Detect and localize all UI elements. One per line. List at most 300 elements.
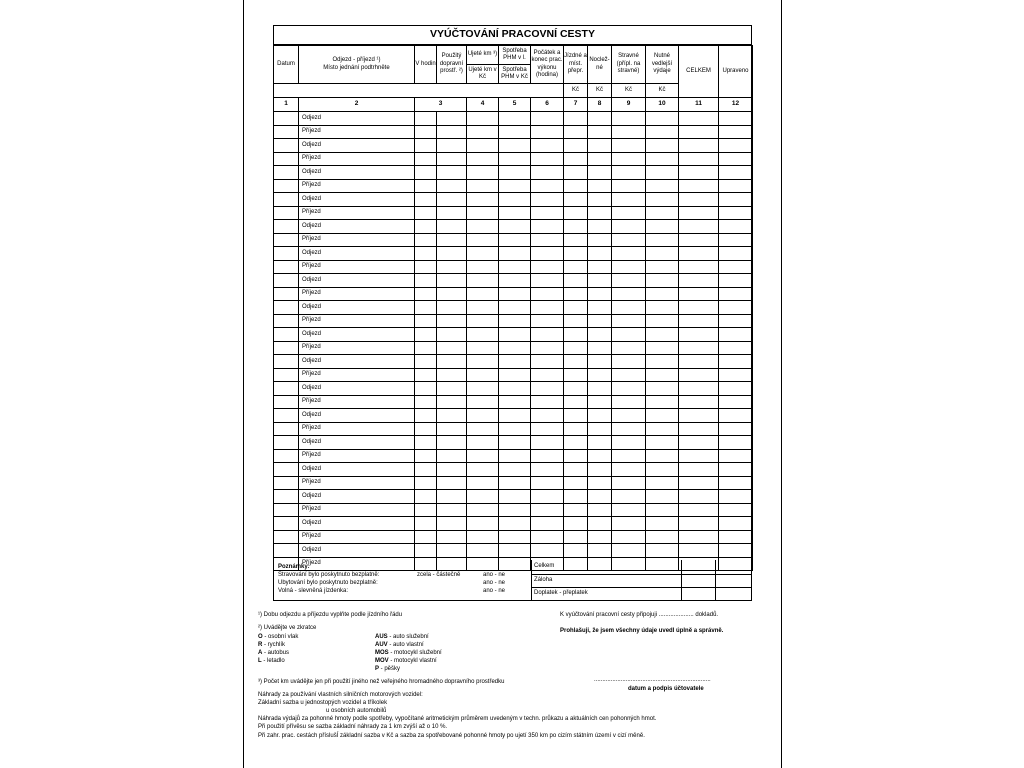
entry-cell[interactable]	[531, 260, 564, 274]
entry-cell[interactable]	[531, 112, 564, 126]
entry-cell[interactable]	[679, 166, 719, 180]
entry-cell[interactable]	[612, 517, 646, 531]
entry-cell[interactable]	[719, 517, 753, 531]
entry-cell[interactable]	[415, 449, 437, 463]
entry-cell[interactable]	[679, 544, 719, 558]
entry-cell[interactable]	[564, 544, 588, 558]
entry-cell[interactable]	[588, 476, 612, 490]
entry-cell[interactable]	[415, 314, 437, 328]
entry-cell[interactable]	[588, 463, 612, 477]
entry-cell[interactable]	[531, 463, 564, 477]
entry-cell[interactable]	[719, 274, 753, 288]
entry-cell[interactable]	[467, 125, 499, 139]
entry-cell[interactable]	[274, 422, 299, 436]
entry-cell[interactable]	[531, 166, 564, 180]
entry-cell[interactable]	[531, 274, 564, 288]
entry-cell[interactable]	[719, 368, 753, 382]
entry-cell[interactable]	[531, 206, 564, 220]
entry-cell[interactable]	[646, 179, 679, 193]
entry-cell[interactable]	[679, 328, 719, 342]
entry-cell[interactable]	[646, 152, 679, 166]
entry-cell[interactable]	[679, 368, 719, 382]
entry-cell[interactable]	[467, 139, 499, 153]
entry-cell[interactable]	[499, 247, 531, 261]
entry-cell[interactable]	[274, 247, 299, 261]
entry-cell[interactable]	[467, 409, 499, 423]
entry-cell[interactable]	[719, 395, 753, 409]
entry-cell[interactable]	[531, 139, 564, 153]
entry-cell[interactable]	[612, 206, 646, 220]
entry-cell[interactable]	[564, 206, 588, 220]
entry-cell[interactable]	[437, 274, 467, 288]
entry-cell[interactable]	[588, 328, 612, 342]
entry-cell[interactable]	[679, 112, 719, 126]
entry-cell[interactable]	[415, 233, 437, 247]
entry-cell[interactable]	[612, 368, 646, 382]
entry-cell[interactable]	[612, 260, 646, 274]
entry-cell[interactable]	[531, 341, 564, 355]
entry-cell[interactable]	[679, 125, 719, 139]
entry-cell[interactable]	[564, 139, 588, 153]
entry-cell[interactable]	[564, 368, 588, 382]
entry-cell[interactable]	[719, 449, 753, 463]
entry-cell[interactable]	[588, 409, 612, 423]
entry-cell[interactable]	[274, 233, 299, 247]
entry-cell[interactable]	[437, 341, 467, 355]
entry-cell[interactable]	[679, 314, 719, 328]
entry-cell[interactable]	[415, 287, 437, 301]
entry-cell[interactable]	[274, 152, 299, 166]
entry-cell[interactable]	[467, 233, 499, 247]
entry-cell[interactable]	[415, 530, 437, 544]
entry-cell[interactable]	[564, 152, 588, 166]
entry-cell[interactable]	[467, 247, 499, 261]
entry-cell[interactable]	[564, 409, 588, 423]
entry-cell[interactable]	[612, 220, 646, 234]
entry-cell[interactable]	[646, 341, 679, 355]
entry-cell[interactable]	[679, 220, 719, 234]
entry-cell[interactable]	[588, 530, 612, 544]
entry-cell[interactable]	[499, 206, 531, 220]
entry-cell[interactable]	[719, 139, 753, 153]
entry-cell[interactable]	[588, 179, 612, 193]
entry-cell[interactable]	[467, 422, 499, 436]
entry-cell[interactable]	[612, 112, 646, 126]
entry-cell[interactable]	[274, 328, 299, 342]
entry-cell[interactable]	[274, 409, 299, 423]
entry-cell[interactable]	[564, 355, 588, 369]
entry-cell[interactable]	[679, 409, 719, 423]
entry-cell[interactable]	[467, 152, 499, 166]
entry-cell[interactable]	[612, 463, 646, 477]
entry-cell[interactable]	[719, 220, 753, 234]
entry-cell[interactable]	[646, 436, 679, 450]
entry-cell[interactable]	[679, 301, 719, 315]
entry-cell[interactable]	[719, 328, 753, 342]
entry-cell[interactable]	[437, 314, 467, 328]
entry-cell[interactable]	[499, 530, 531, 544]
entry-cell[interactable]	[564, 476, 588, 490]
entry-cell[interactable]	[564, 287, 588, 301]
entry-cell[interactable]	[588, 152, 612, 166]
entry-cell[interactable]	[467, 476, 499, 490]
entry-cell[interactable]	[719, 179, 753, 193]
entry-cell[interactable]	[415, 422, 437, 436]
entry-cell[interactable]	[588, 314, 612, 328]
entry-cell[interactable]	[612, 301, 646, 315]
entry-cell[interactable]	[646, 274, 679, 288]
entry-cell[interactable]	[467, 274, 499, 288]
entry-cell[interactable]	[719, 503, 753, 517]
entry-cell[interactable]	[499, 166, 531, 180]
entry-cell[interactable]	[646, 166, 679, 180]
entry-cell[interactable]	[612, 166, 646, 180]
entry-cell[interactable]	[646, 139, 679, 153]
entry-cell[interactable]	[467, 166, 499, 180]
entry-cell[interactable]	[646, 422, 679, 436]
entry-cell[interactable]	[646, 125, 679, 139]
entry-cell[interactable]	[274, 341, 299, 355]
entry-cell[interactable]	[531, 422, 564, 436]
entry-cell[interactable]	[719, 422, 753, 436]
entry-cell[interactable]	[467, 544, 499, 558]
entry-cell[interactable]	[415, 463, 437, 477]
entry-cell[interactable]	[415, 179, 437, 193]
entry-cell[interactable]	[646, 260, 679, 274]
entry-cell[interactable]	[437, 490, 467, 504]
entry-cell[interactable]	[467, 530, 499, 544]
entry-cell[interactable]	[274, 530, 299, 544]
entry-cell[interactable]	[274, 436, 299, 450]
entry-cell[interactable]	[415, 260, 437, 274]
entry-cell[interactable]	[646, 490, 679, 504]
entry-cell[interactable]	[499, 368, 531, 382]
entry-cell[interactable]	[499, 490, 531, 504]
entry-cell[interactable]	[274, 382, 299, 396]
entry-cell[interactable]	[415, 206, 437, 220]
entry-cell[interactable]	[646, 247, 679, 261]
entry-cell[interactable]	[564, 422, 588, 436]
entry-cell[interactable]	[719, 530, 753, 544]
entry-cell[interactable]	[564, 179, 588, 193]
entry-cell[interactable]	[588, 422, 612, 436]
entry-cell[interactable]	[415, 544, 437, 558]
entry-cell[interactable]	[564, 328, 588, 342]
entry-cell[interactable]	[437, 152, 467, 166]
entry-cell[interactable]	[612, 395, 646, 409]
entry-cell[interactable]	[274, 490, 299, 504]
entry-cell[interactable]	[679, 422, 719, 436]
entry-cell[interactable]	[564, 125, 588, 139]
entry-cell[interactable]	[499, 125, 531, 139]
entry-cell[interactable]	[646, 328, 679, 342]
entry-cell[interactable]	[274, 544, 299, 558]
entry-cell[interactable]	[499, 503, 531, 517]
entry-cell[interactable]	[564, 301, 588, 315]
entry-cell[interactable]	[467, 193, 499, 207]
entry-cell[interactable]	[467, 436, 499, 450]
entry-cell[interactable]	[415, 139, 437, 153]
entry-cell[interactable]	[646, 409, 679, 423]
entry-cell[interactable]	[437, 395, 467, 409]
entry-cell[interactable]	[531, 314, 564, 328]
entry-cell[interactable]	[612, 139, 646, 153]
entry-cell[interactable]	[467, 368, 499, 382]
entry-cell[interactable]	[719, 436, 753, 450]
entry-cell[interactable]	[467, 206, 499, 220]
entry-cell[interactable]	[679, 274, 719, 288]
entry-cell[interactable]	[612, 179, 646, 193]
entry-cell[interactable]	[415, 166, 437, 180]
entry-cell[interactable]	[679, 395, 719, 409]
entry-cell[interactable]	[612, 422, 646, 436]
entry-cell[interactable]	[679, 503, 719, 517]
entry-cell[interactable]	[719, 314, 753, 328]
entry-cell[interactable]	[719, 476, 753, 490]
entry-cell[interactable]	[437, 436, 467, 450]
entry-cell[interactable]	[564, 112, 588, 126]
entry-cell[interactable]	[437, 220, 467, 234]
entry-cell[interactable]	[437, 112, 467, 126]
entry-cell[interactable]	[646, 395, 679, 409]
entry-cell[interactable]	[531, 328, 564, 342]
entry-cell[interactable]	[437, 287, 467, 301]
entry-cell[interactable]	[646, 193, 679, 207]
entry-cell[interactable]	[415, 274, 437, 288]
entry-cell[interactable]	[679, 490, 719, 504]
entry-cell[interactable]	[564, 463, 588, 477]
entry-cell[interactable]	[437, 193, 467, 207]
entry-cell[interactable]	[415, 220, 437, 234]
entry-cell[interactable]	[612, 355, 646, 369]
entry-cell[interactable]	[274, 476, 299, 490]
entry-cell[interactable]	[415, 503, 437, 517]
entry-cell[interactable]	[679, 152, 719, 166]
entry-cell[interactable]	[274, 179, 299, 193]
entry-cell[interactable]	[437, 179, 467, 193]
entry-cell[interactable]	[612, 247, 646, 261]
entry-cell[interactable]	[612, 503, 646, 517]
entry-cell[interactable]	[499, 517, 531, 531]
entry-cell[interactable]	[646, 314, 679, 328]
entry-cell[interactable]	[612, 530, 646, 544]
entry-cell[interactable]	[588, 355, 612, 369]
entry-cell[interactable]	[499, 463, 531, 477]
entry-cell[interactable]	[437, 503, 467, 517]
entry-cell[interactable]	[588, 233, 612, 247]
entry-cell[interactable]	[719, 112, 753, 126]
entry-cell[interactable]	[646, 476, 679, 490]
entry-cell[interactable]	[274, 112, 299, 126]
entry-cell[interactable]	[499, 260, 531, 274]
entry-cell[interactable]	[564, 449, 588, 463]
entry-cell[interactable]	[415, 152, 437, 166]
entry-cell[interactable]	[646, 449, 679, 463]
entry-cell[interactable]	[564, 341, 588, 355]
entry-cell[interactable]	[415, 382, 437, 396]
entry-cell[interactable]	[612, 233, 646, 247]
entry-cell[interactable]	[467, 314, 499, 328]
entry-cell[interactable]	[437, 233, 467, 247]
entry-cell[interactable]	[531, 368, 564, 382]
entry-cell[interactable]	[588, 274, 612, 288]
entry-cell[interactable]	[612, 476, 646, 490]
entry-cell[interactable]	[467, 287, 499, 301]
entry-cell[interactable]	[437, 544, 467, 558]
entry-cell[interactable]	[274, 206, 299, 220]
entry-cell[interactable]	[531, 247, 564, 261]
entry-cell[interactable]	[437, 355, 467, 369]
entry-cell[interactable]	[564, 260, 588, 274]
entry-cell[interactable]	[499, 193, 531, 207]
entry-cell[interactable]	[646, 368, 679, 382]
entry-cell[interactable]	[719, 463, 753, 477]
entry-cell[interactable]	[499, 341, 531, 355]
entry-cell[interactable]	[531, 125, 564, 139]
entry-cell[interactable]	[564, 274, 588, 288]
entry-cell[interactable]	[415, 490, 437, 504]
entry-cell[interactable]	[679, 287, 719, 301]
entry-cell[interactable]	[437, 476, 467, 490]
entry-cell[interactable]	[646, 206, 679, 220]
entry-cell[interactable]	[499, 422, 531, 436]
entry-cell[interactable]	[588, 544, 612, 558]
entry-cell[interactable]	[612, 152, 646, 166]
entry-cell[interactable]	[531, 476, 564, 490]
entry-cell[interactable]	[499, 449, 531, 463]
entry-cell[interactable]	[499, 476, 531, 490]
entry-cell[interactable]	[588, 166, 612, 180]
entry-cell[interactable]	[274, 368, 299, 382]
entry-cell[interactable]	[588, 436, 612, 450]
entry-cell[interactable]	[612, 193, 646, 207]
entry-cell[interactable]	[415, 328, 437, 342]
entry-cell[interactable]	[612, 544, 646, 558]
entry-cell[interactable]	[564, 314, 588, 328]
entry-cell[interactable]	[719, 287, 753, 301]
entry-cell[interactable]	[646, 530, 679, 544]
entry-cell[interactable]	[719, 247, 753, 261]
entry-cell[interactable]	[499, 274, 531, 288]
entry-cell[interactable]	[588, 490, 612, 504]
entry-cell[interactable]	[612, 125, 646, 139]
entry-cell[interactable]	[437, 247, 467, 261]
entry-cell[interactable]	[415, 409, 437, 423]
entry-cell[interactable]	[612, 341, 646, 355]
entry-cell[interactable]	[499, 287, 531, 301]
entry-cell[interactable]	[274, 463, 299, 477]
entry-cell[interactable]	[531, 233, 564, 247]
entry-cell[interactable]	[564, 503, 588, 517]
entry-cell[interactable]	[679, 449, 719, 463]
entry-cell[interactable]	[415, 355, 437, 369]
entry-cell[interactable]	[646, 287, 679, 301]
entry-cell[interactable]	[467, 463, 499, 477]
entry-cell[interactable]	[679, 382, 719, 396]
entry-cell[interactable]	[588, 395, 612, 409]
entry-cell[interactable]	[612, 314, 646, 328]
entry-cell[interactable]	[646, 233, 679, 247]
entry-cell[interactable]	[679, 206, 719, 220]
entry-cell[interactable]	[437, 260, 467, 274]
entry-cell[interactable]	[499, 436, 531, 450]
entry-cell[interactable]	[437, 206, 467, 220]
entry-cell[interactable]	[531, 409, 564, 423]
entry-cell[interactable]	[646, 382, 679, 396]
entry-cell[interactable]	[531, 503, 564, 517]
entry-cell[interactable]	[499, 179, 531, 193]
entry-cell[interactable]	[531, 517, 564, 531]
entry-cell[interactable]	[646, 544, 679, 558]
entry-cell[interactable]	[274, 449, 299, 463]
entry-cell[interactable]	[564, 490, 588, 504]
entry-cell[interactable]	[679, 463, 719, 477]
entry-cell[interactable]	[719, 166, 753, 180]
entry-cell[interactable]	[679, 355, 719, 369]
entry-cell[interactable]	[612, 449, 646, 463]
entry-cell[interactable]	[564, 220, 588, 234]
entry-cell[interactable]	[646, 355, 679, 369]
entry-cell[interactable]	[719, 341, 753, 355]
entry-cell[interactable]	[467, 517, 499, 531]
entry-cell[interactable]	[274, 503, 299, 517]
entry-cell[interactable]	[499, 139, 531, 153]
entry-cell[interactable]	[588, 139, 612, 153]
entry-cell[interactable]	[415, 112, 437, 126]
entry-cell[interactable]	[415, 517, 437, 531]
entry-cell[interactable]	[588, 301, 612, 315]
entry-cell[interactable]	[437, 463, 467, 477]
entry-cell[interactable]	[499, 301, 531, 315]
entry-cell[interactable]	[612, 382, 646, 396]
entry-cell[interactable]	[274, 260, 299, 274]
entry-cell[interactable]	[437, 125, 467, 139]
entry-cell[interactable]	[467, 490, 499, 504]
entry-cell[interactable]	[612, 490, 646, 504]
entry-cell[interactable]	[531, 220, 564, 234]
entry-cell[interactable]	[588, 260, 612, 274]
entry-cell[interactable]	[531, 301, 564, 315]
entry-cell[interactable]	[467, 395, 499, 409]
entry-cell[interactable]	[531, 530, 564, 544]
entry-cell[interactable]	[588, 193, 612, 207]
entry-cell[interactable]	[437, 166, 467, 180]
entry-cell[interactable]	[274, 125, 299, 139]
entry-cell[interactable]	[274, 355, 299, 369]
entry-cell[interactable]	[437, 301, 467, 315]
entry-cell[interactable]	[588, 220, 612, 234]
entry-cell[interactable]	[564, 233, 588, 247]
entry-cell[interactable]	[415, 395, 437, 409]
entry-cell[interactable]	[612, 328, 646, 342]
entry-cell[interactable]	[499, 233, 531, 247]
entry-cell[interactable]	[499, 544, 531, 558]
entry-cell[interactable]	[679, 247, 719, 261]
entry-cell[interactable]	[274, 517, 299, 531]
entry-cell[interactable]	[719, 301, 753, 315]
entry-cell[interactable]	[679, 139, 719, 153]
entry-cell[interactable]	[437, 368, 467, 382]
entry-cell[interactable]	[564, 436, 588, 450]
entry-cell[interactable]	[564, 193, 588, 207]
entry-cell[interactable]	[719, 233, 753, 247]
entry-cell[interactable]	[467, 355, 499, 369]
entry-cell[interactable]	[274, 139, 299, 153]
entry-cell[interactable]	[679, 530, 719, 544]
entry-cell[interactable]	[499, 220, 531, 234]
entry-cell[interactable]	[588, 287, 612, 301]
entry-cell[interactable]	[646, 463, 679, 477]
